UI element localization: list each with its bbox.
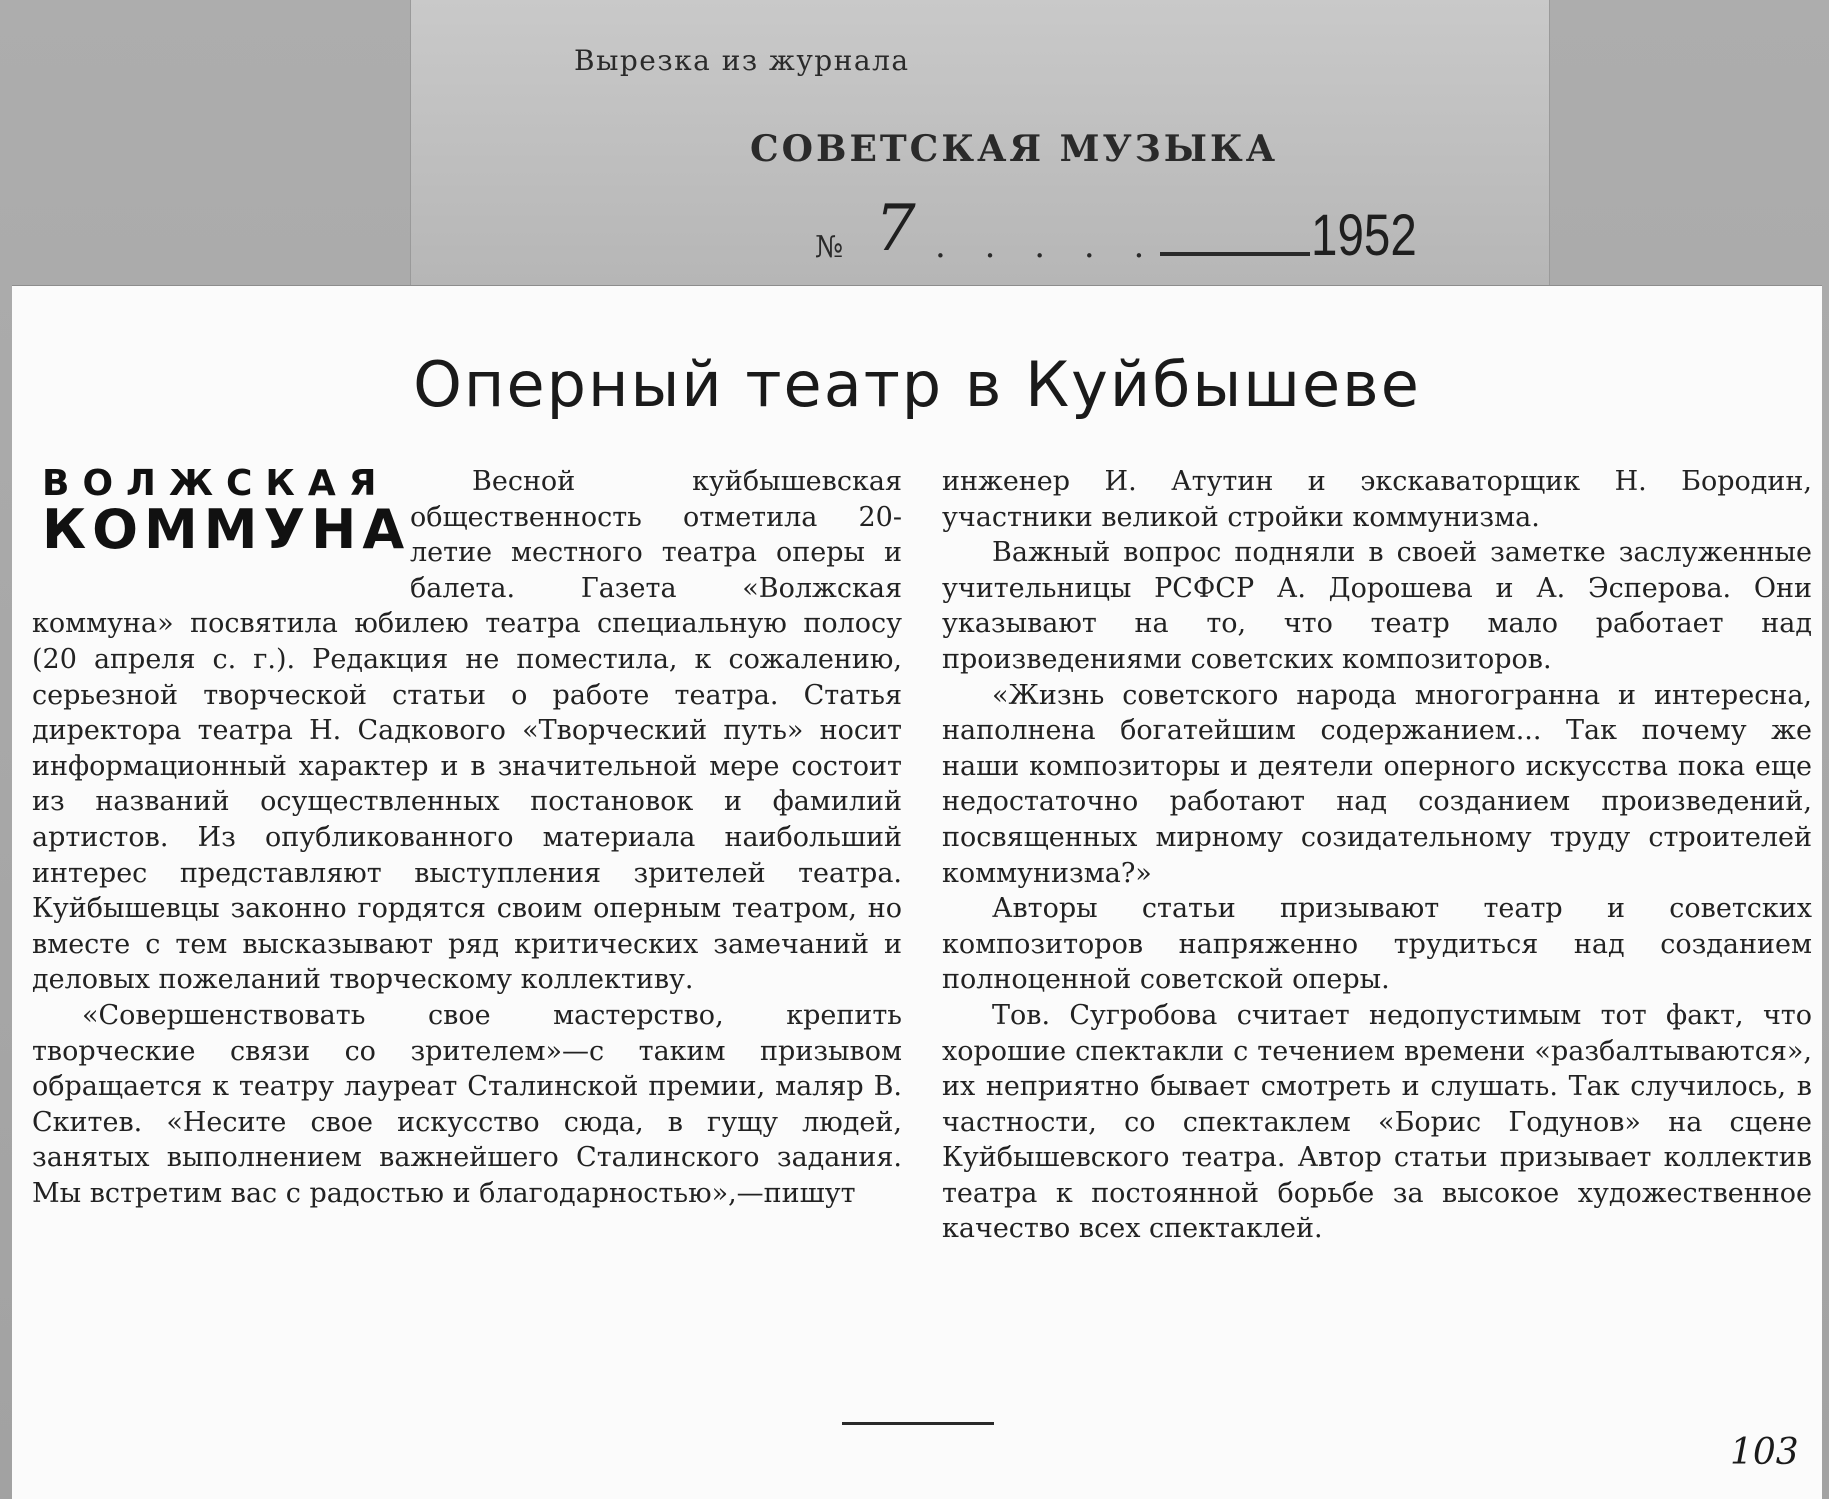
issue-sign: № bbox=[815, 230, 844, 265]
masthead-line-1: ВОЛЖСКАЯ bbox=[42, 463, 390, 504]
paragraph: Важный вопрос подняли в своей заметке заслуженные учительницы РСФСР А. Дорошева и А. Эсперова. Они указывают на то, что театр мало работает над произведениями советских композиторов. bbox=[942, 537, 1812, 675]
page-number: 103 bbox=[1730, 1432, 1799, 1473]
masthead-space bbox=[32, 464, 410, 606]
issue-dots: . . . . . bbox=[935, 226, 1159, 266]
journal-name: СОВЕТСКАЯ МУЗЫКА bbox=[750, 128, 1279, 170]
article-title: Оперный театр в Куйбышеве bbox=[413, 348, 1421, 421]
clipping-source-line: Вырезка из журнала bbox=[574, 44, 910, 77]
issue-year: 1952 bbox=[1311, 203, 1417, 268]
paragraph: Тов. Сугробова считает недопустимым тот факт, что хорошие спектакли с течением времени «разбалтываются», их неприятно бывает смотреть и слушать. Так случилось, в частности, со спектаклем «Борис Годунов» на сцене Куйбышевского театра. Автор статьи призывает коллектив театра к постоянной борьбе за высокое художественное качество всех спектаклей. bbox=[942, 999, 1812, 1245]
end-divider-rule bbox=[842, 1422, 994, 1425]
article-column-right bbox=[942, 464, 1812, 1247]
paragraph: Весной куйбышевская общественность отметила 20-летие местного театра оперы и балета. Газета «Волжская коммуна» посвятила юбилею театра специальную полосу (20 апреля с. г.). Редакция не поместила, к сожалению, серьезной творческой статьи о работе театра. Статья директора театра Н. Садкового «Творческий путь» носит информационный характер и в значительной мере состоит из названий осуществленных постановок и фамилий артистов. Из опубликованного материала наибольший интерес представляют выступления зрителей театра. Куйбышевцы законно гордятся своим оперным театром, но вместе с тем высказывают ряд критических замечаний и деловых пожеланий творческому коллективу. bbox=[32, 466, 902, 996]
masthead-line-2: КОММУНА bbox=[42, 498, 411, 561]
issue-row bbox=[815, 192, 1455, 282]
paragraph: «Жизнь советского народа многогранна и интересна, наполнена богатейшим содержанием... Так почему же наши композиторы и деятели оперного искусства пока еще недостаточно работают над созданием произведений, посвященных мирному созидательному труду строителей коммунизма?» bbox=[942, 679, 1812, 889]
paragraph: инженер И. Атутин и экскаваторщик Н. Бородин, участники великой стройки коммунизма. bbox=[942, 466, 1812, 533]
newspaper-clipping bbox=[12, 286, 1822, 1499]
paragraph: Авторы статьи призывают театр и советских композиторов напряженно трудиться над созданием полноценной советской оперы. bbox=[942, 893, 1812, 996]
issue-number: 7 bbox=[875, 192, 916, 266]
issue-dash-line bbox=[1160, 252, 1310, 256]
paragraph: «Совершенствовать свое мастерство, крепить творческие связи со зрителем»—с таким призывом обращается к театру лауреат Сталинской премии, маляр В. Скитев. «Несите свое искусство сюда, в гущу людей, занятых выполнением важнейшего Сталинского задания. Мы встретим вас с радостью и благодарностью»,—пишут bbox=[32, 999, 902, 1209]
article-column-left bbox=[32, 464, 902, 1211]
